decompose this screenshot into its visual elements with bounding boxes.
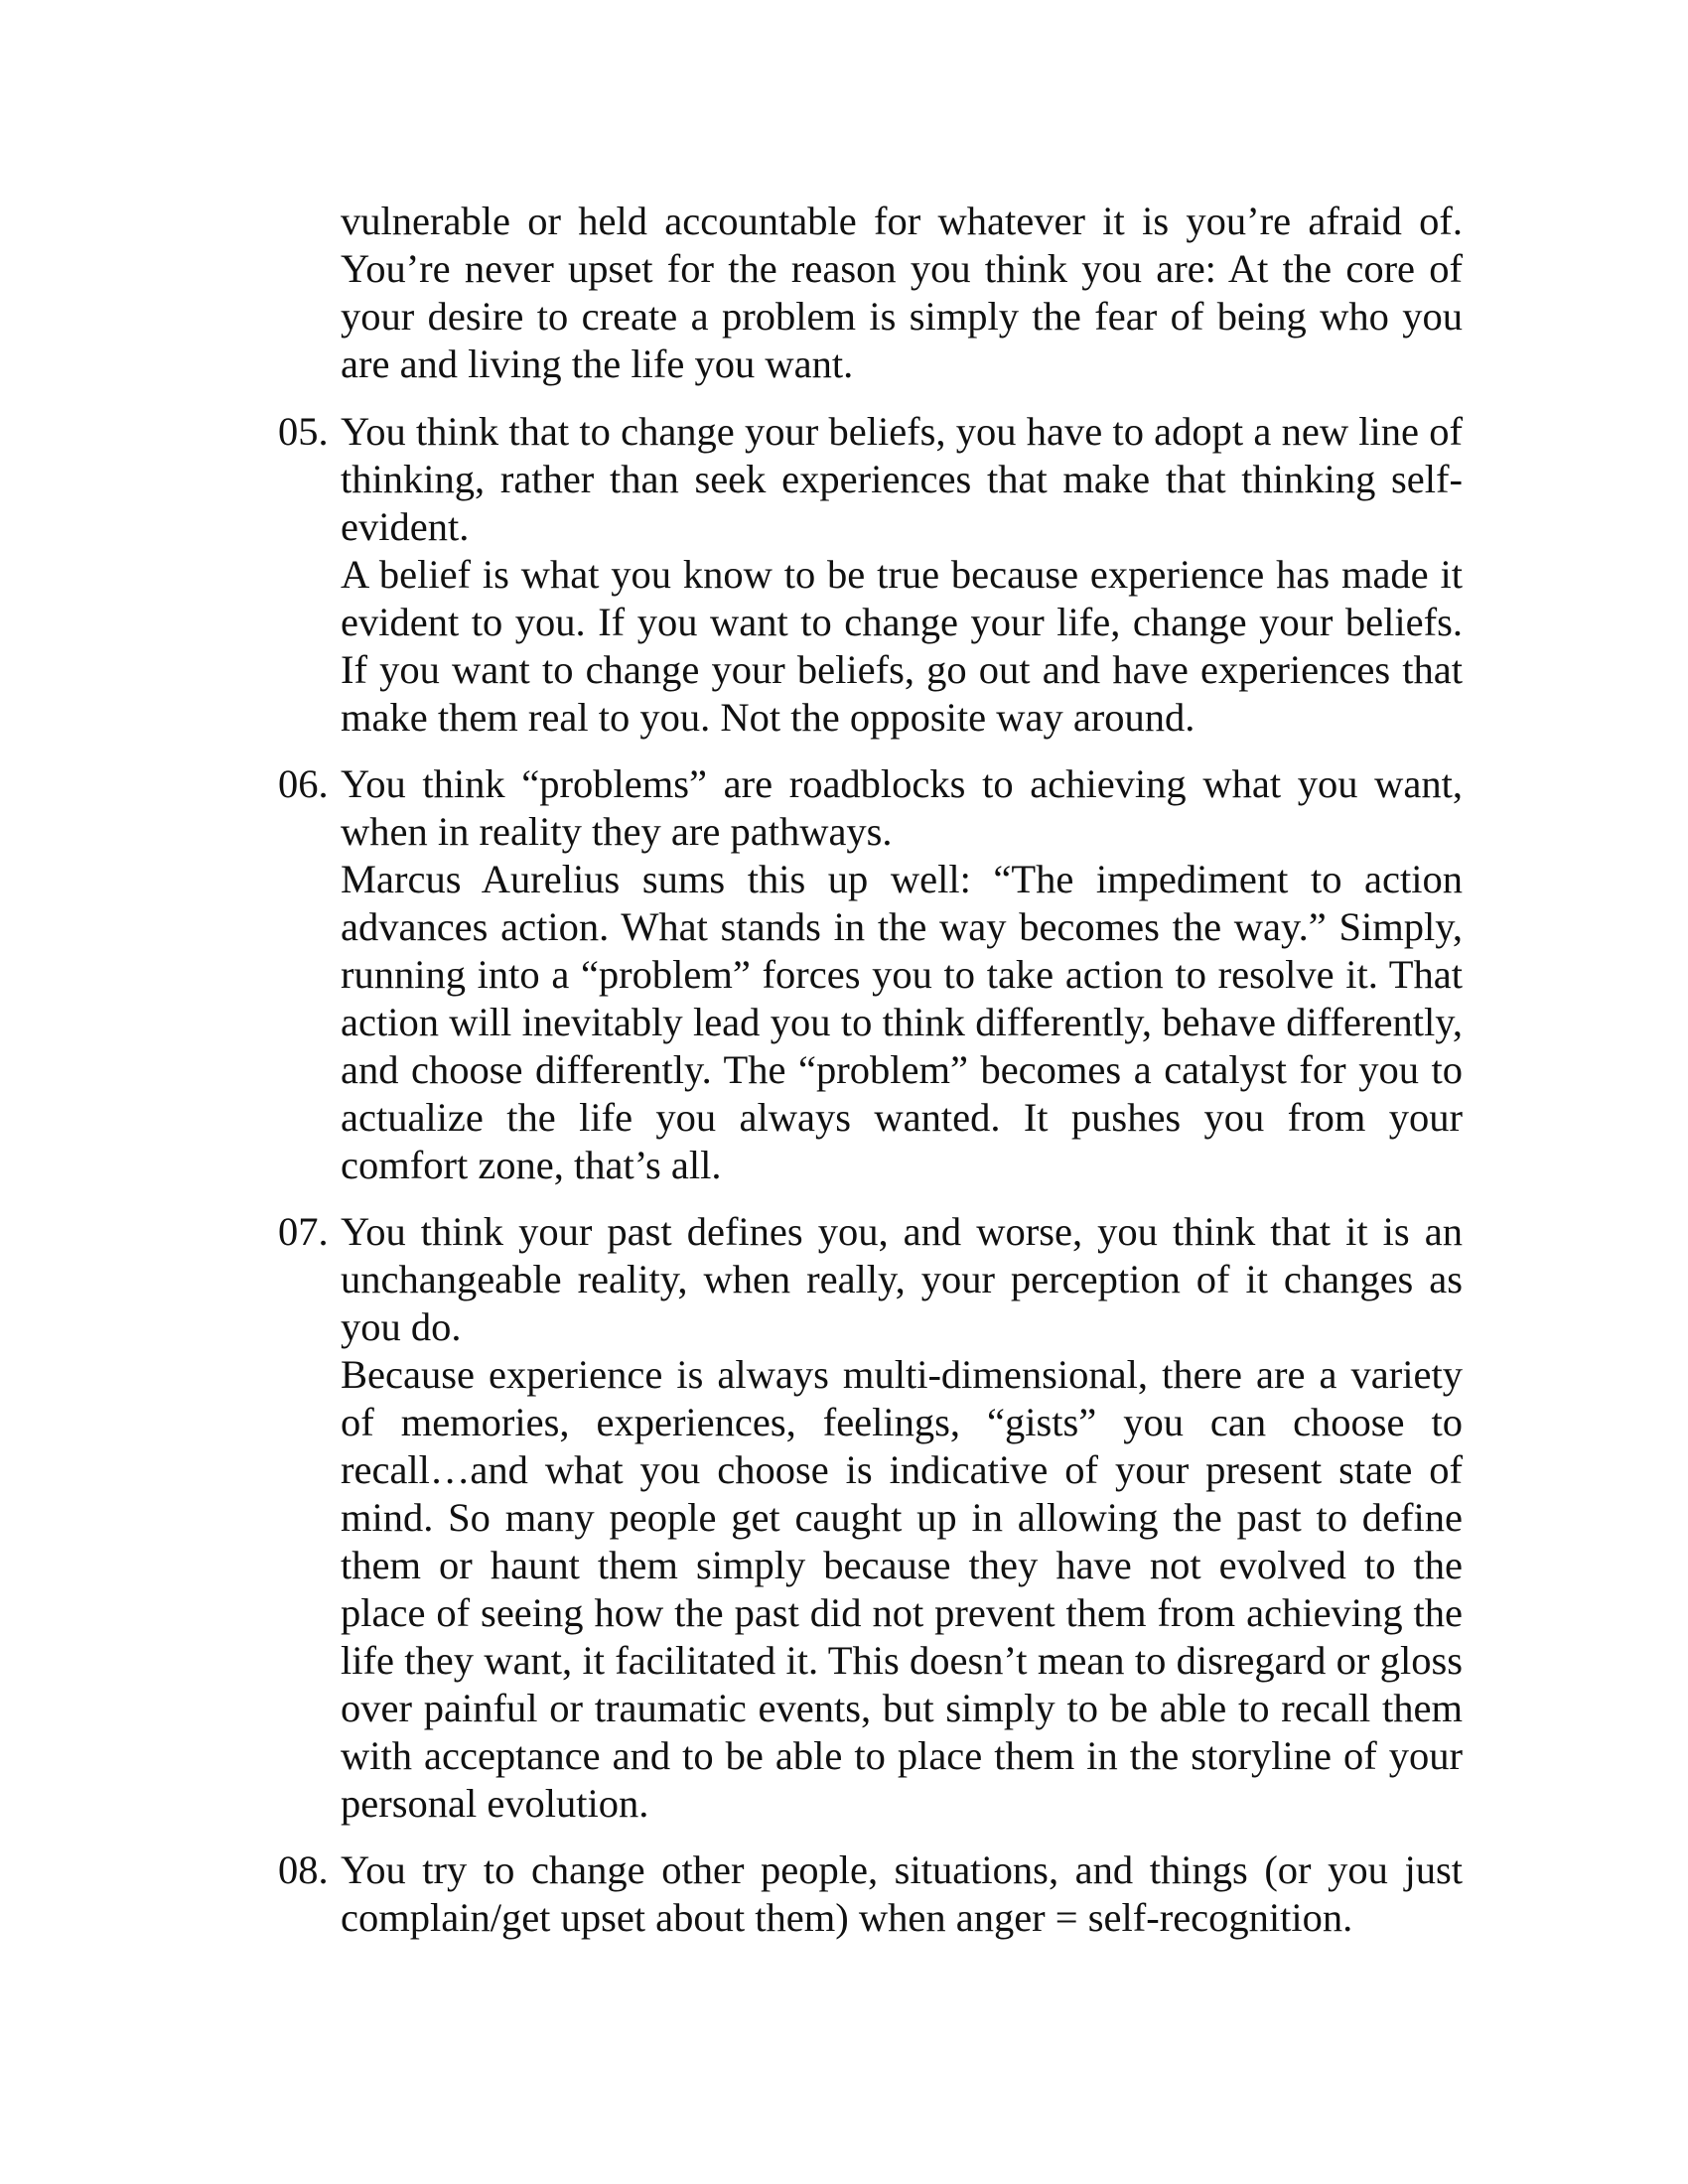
item-number: 05.: [278, 409, 329, 454]
item-body-text: A belief is what you know to be true because experience has made it evident to you. If you want to change your life, change your beliefs. If you want to change your beliefs, go out and have experiences that make them real to you. Not the opposite way around.: [341, 552, 1463, 740]
item-body-text: Because experience is always multi-dimensional, there are a variety of memories, experiences, feelings, “gists” you can choose to recall…and what you choose is indicative of your present state of mind. So many people get caught up in allowing the past to define them or haunt them simply because they have not evolved to the place of seeing how the past did not prevent them from achieving the life they want, it facilitated it. This doesn’t mean to disregard or gloss over painful or traumatic events, but simply to be able to recall them with acceptance and to be able to place them in the storyline of your personal evolution.: [341, 1352, 1463, 1826]
item-body-text: Marcus Aurelius sums this up well: “The impediment to action advances action. What stands in the way becomes the way.” Simply, running into a “problem” forces you to take action to resolve it. That action will inevitably lead you to think differently, behave differently, and choose differently. The “problem” becomes a catalyst for you to actualize the life you always wanted. It pushes you from your comfort zone, that’s all.: [341, 857, 1463, 1187]
list-item: [0, 1846, 1688, 1942]
list-item: [0, 760, 1688, 1189]
item-heading: You try to change other people, situations, and things (or you just complain/get upset about them) when anger = self-recognition.: [341, 1847, 1463, 1940]
item-heading: You think that to change your beliefs, you have to adopt a new line of thinking, rather than seek experiences that make that thinking self-evident.: [341, 409, 1463, 549]
item-number: 07.: [278, 1209, 329, 1254]
list-item: [0, 1208, 1688, 1828]
numbered-list: [0, 408, 1688, 1961]
item-content: [341, 408, 1463, 742]
item-heading: You think your past defines you, and worse, you think that it is an unchangeable reality, when really, your perception of it changes as you do.: [341, 1209, 1463, 1349]
item-content: [341, 1208, 1463, 1828]
item-content: [341, 760, 1463, 1189]
item-number: 08.: [278, 1847, 329, 1892]
item-content: [341, 1846, 1463, 1942]
item-number: 06.: [278, 761, 329, 806]
list-item: [0, 408, 1688, 742]
item-heading: You think “problems” are roadblocks to achieving what you want, when in reality they are pathways.: [341, 761, 1463, 854]
intro-paragraph: vulnerable or held accountable for whatever it is you’re afraid of. You’re never upset for the reason you think you are: At the core of your desire to create a problem is simply the fear of being who you are and living the life you want.: [341, 199, 1463, 386]
